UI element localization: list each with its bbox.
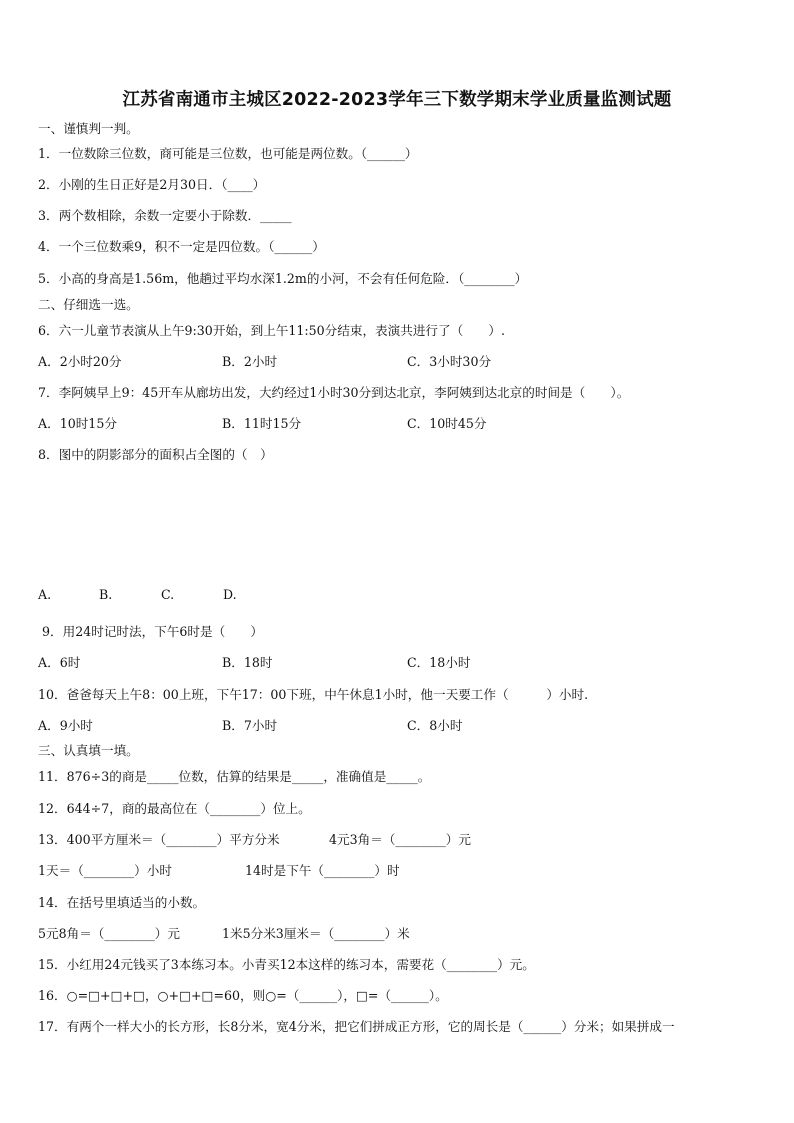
question-14-b: 1米5分米3厘米＝（________）米 [222,926,410,941]
section-fill: 三、认真填一填。 [38,743,139,758]
q8-option-d: D. [223,587,237,602]
question-7: 7．李阿姨早上9：45开车从廊坊出发，大约经过1小时30分到达北京，李阿姨到达北京的时间是（ ）。 [38,385,630,400]
q10-option-b: B．7小时 [222,718,278,733]
question-16: 16．○=□+□+□，○+□+□=60，则○=（______），□=（______）。 [38,988,448,1003]
q6-option-c: C．3小时30分 [407,354,492,369]
q6-option-a: A．2小时20分 [38,354,122,369]
question-13-b: 4元3角＝（________）元 [329,832,471,847]
question-6: 6．六一儿童节表演从上午9:30开始，到上午11:50分结束，表演共进行了（ ）. [38,323,505,338]
q7-option-c: C．10时45分 [407,416,487,431]
question-13-c: 1天＝（________）小时 [38,863,172,878]
question-5: 5．小高的身高是1.56m，他趟过平均水深1.2m的小河，不会有任何危险．（________） [38,271,528,286]
q9-option-a: A．6时 [38,655,81,670]
question-11: 11．876÷3的商是_____位数，估算的结果是_____，准确值是_____。 [38,769,431,784]
page-title: 江苏省南通市主城区2022-2023学年三下数学期末学业质量监测试题 [122,90,672,110]
question-10: 10．爸爸每天上午8：00上班，下午17：00下班，中午休息1小时，他一天要工作（ ）小时. [38,687,589,702]
question-3: 3．两个数相除，余数一定要小于除数．_____ [38,208,292,223]
q8-option-a: A. [38,587,52,602]
q6-option-b: B．2小时 [222,354,278,369]
question-17: 17．有两个一样大小的长方形，长8分米，宽4分米，把它们拼成正方形，它的周长是（______）分米；如果拼成一 [38,1019,675,1034]
question-15: 15．小红用24元钱买了3本练习本。小青买12本这样的练习本，需要花（________）元。 [38,957,535,972]
question-9: 9．用24时记时法，下午6时是（ ） [42,624,263,639]
section-judge: 一、谨慎判一判。 [38,121,139,136]
q8-option-b: B. [99,587,113,602]
question-14: 14．在括号里填适当的小数。 [38,895,206,910]
question-14-a: 5元8角＝（________）元 [38,926,180,941]
question-4: 4．一个三位数乘9，积不一定是四位数。（______） [38,239,325,254]
q9-option-b: B．18时 [222,655,273,670]
question-2: 2．小刚的生日正好是2月30日．（____） [38,177,266,192]
question-13-d: 14时是下午（________）时 [245,863,400,878]
question-12: 12．644÷7，商的最高位在（________）位上。 [38,801,311,816]
q10-option-c: C．8小时 [407,718,463,733]
q9-option-c: C．18小时 [407,655,471,670]
q7-option-b: B．11时15分 [222,416,302,431]
section-choose: 二、仔细选一选。 [38,297,139,312]
q10-option-a: A．9小时 [38,718,93,733]
q8-option-c: C. [161,587,175,602]
q8-figure-area [38,470,738,580]
question-13-a: 13．400平方厘米＝（________）平方分米 [38,832,280,847]
question-1: 1．一位数除三位数，商可能是三位数，也可能是两位数。（______） [38,146,418,161]
q7-option-a: A．10时15分 [38,416,117,431]
question-8: 8．图中的阴影部分的面积占全图的（ ） [38,447,273,462]
